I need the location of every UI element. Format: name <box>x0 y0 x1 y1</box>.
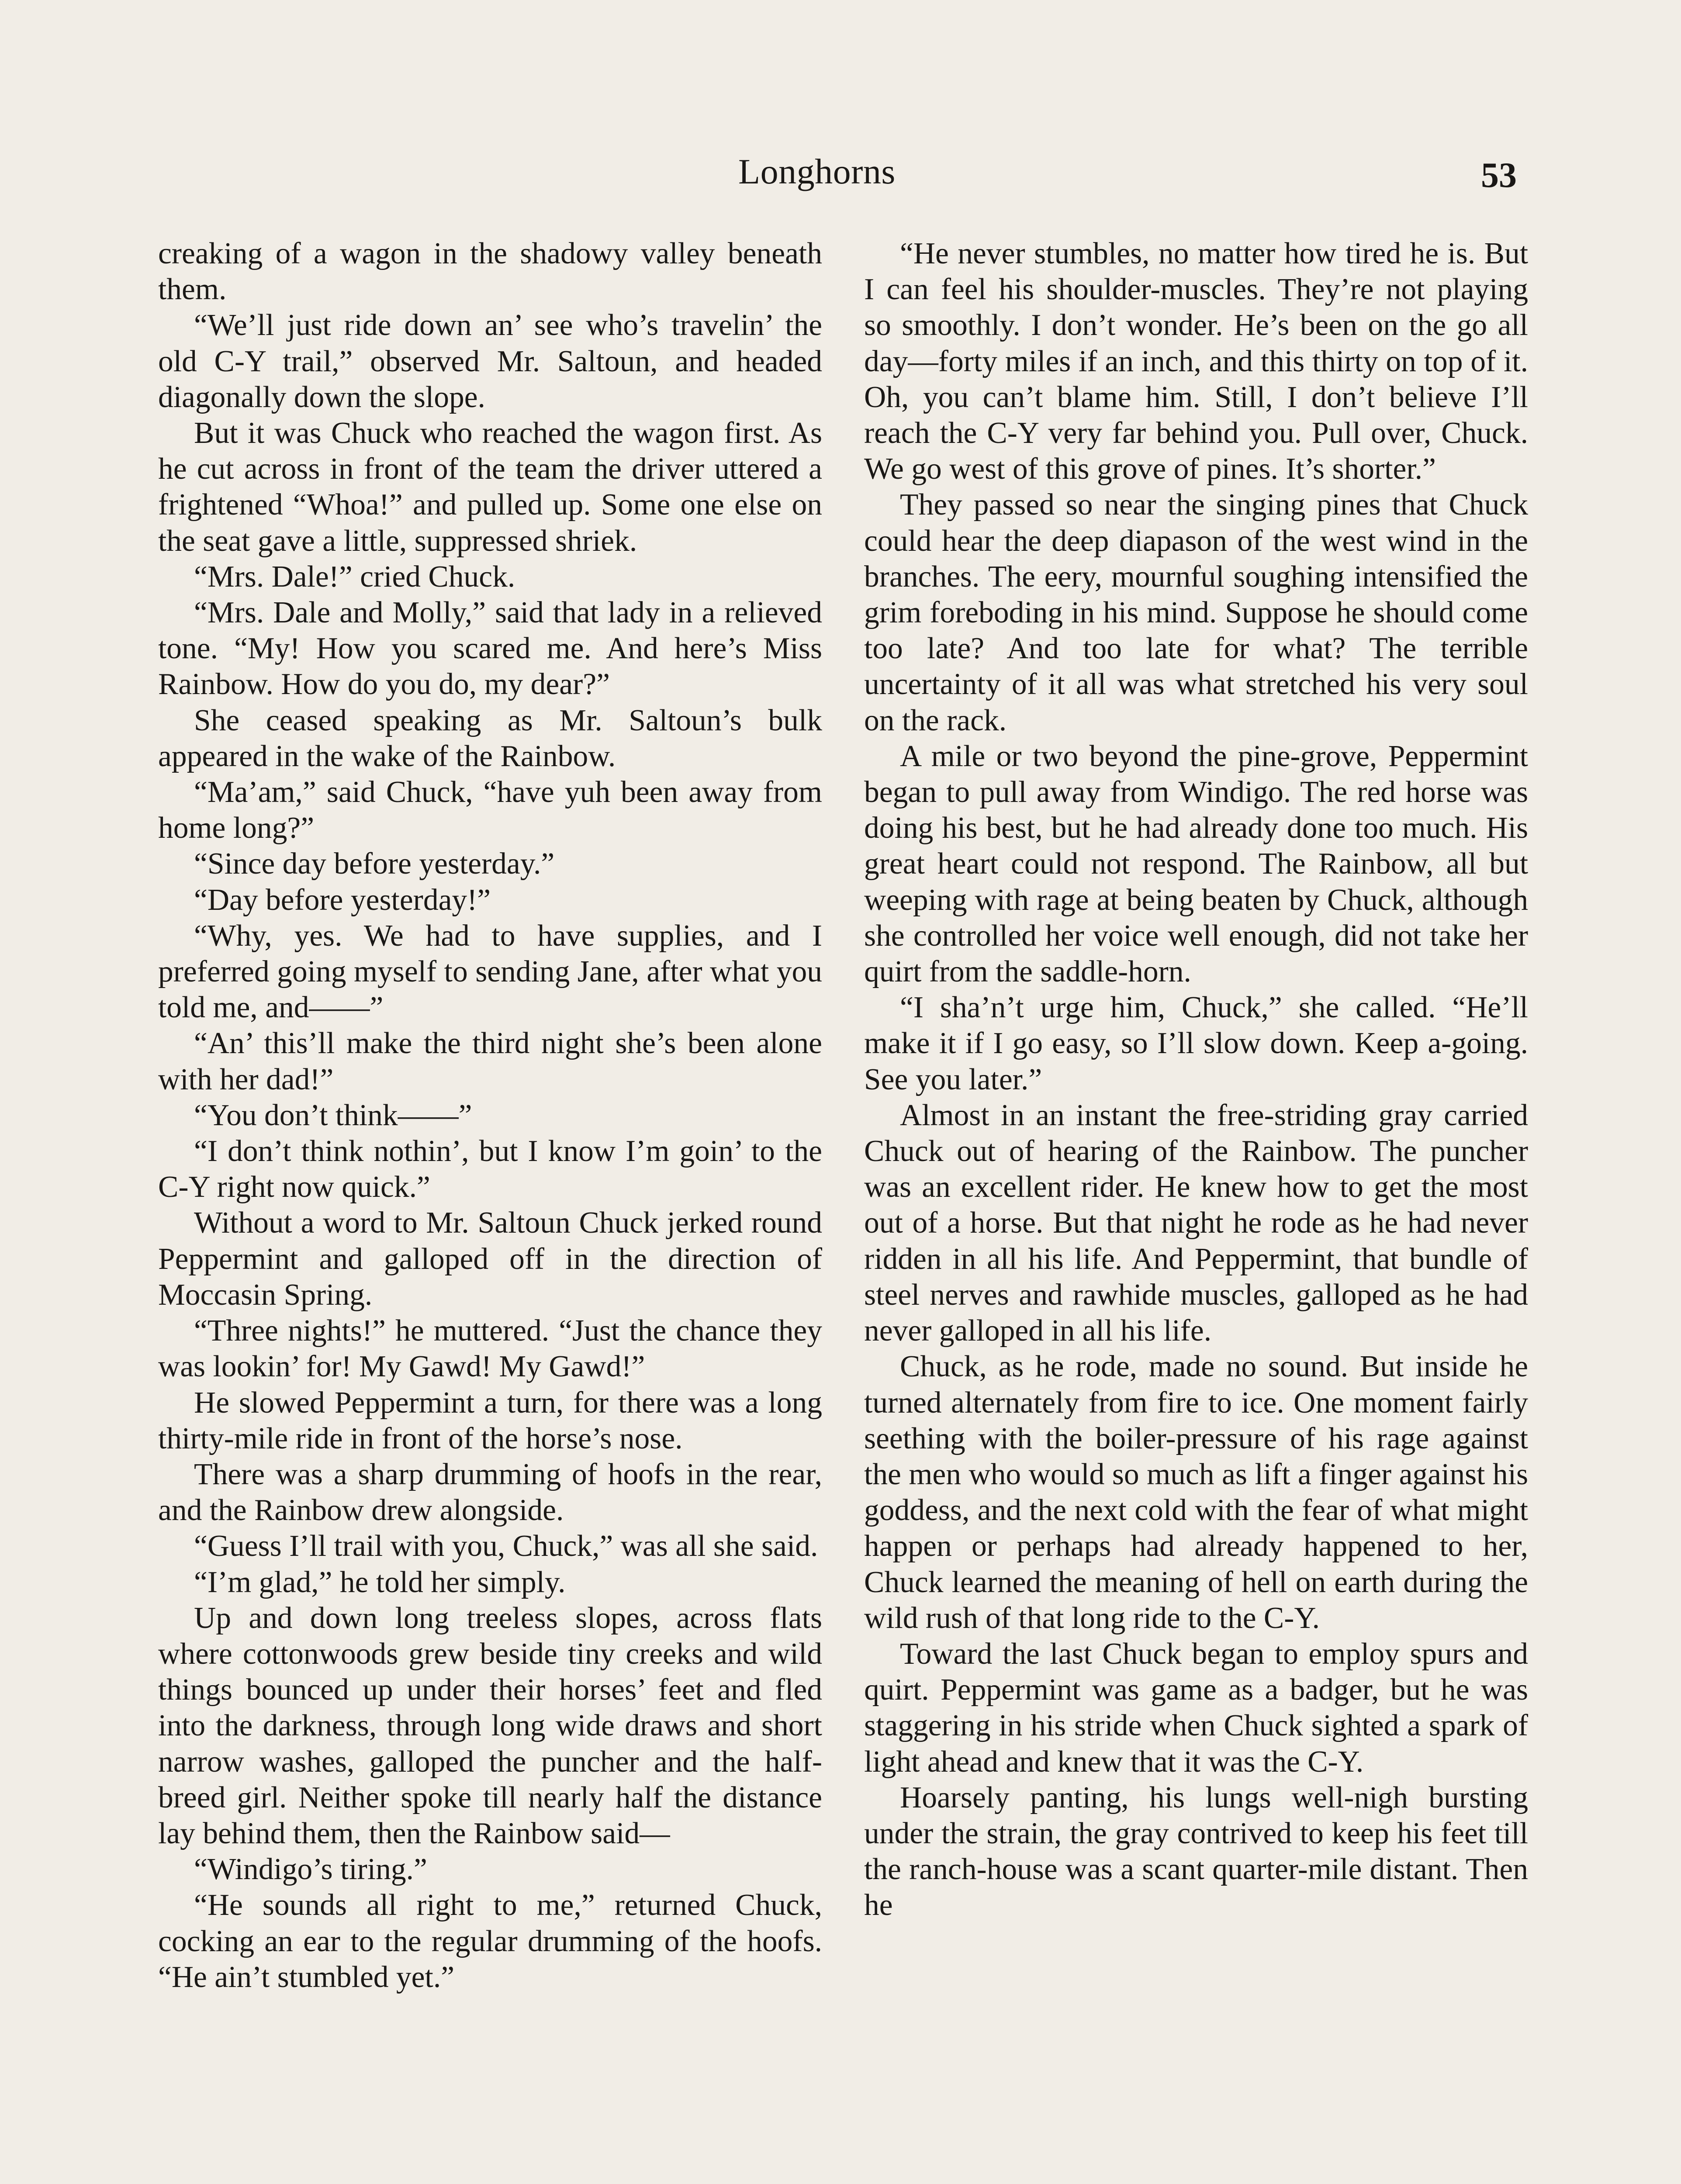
paragraph: Hoarsely panting, his lungs well-nigh bursting under the strain, the gray contrived to keep his feet till the ranch-house was a scant quarter-mile distant. Then he <box>864 1780 1528 1922</box>
paragraph: But it was Chuck who reached the wagon first. As he cut across in front of the team the driver uttered a frightened “Whoa!” and pulled up. Some one else on the seat gave a little, suppressed shriek. <box>158 416 822 558</box>
paragraph: “Day before yesterday!” <box>194 883 491 917</box>
paragraph: “You don’t think——” <box>194 1098 472 1132</box>
paragraph: “An’ this’ll make the third night she’s been alone with her dad!” <box>158 1026 822 1096</box>
paragraph: “Why, yes. We had to have supplies, and I preferred going myself to sending Jane, after what you told me, and——” <box>158 919 822 1025</box>
paragraph: A mile or two beyond the pine-grove, Peppermint began to pull away from Windigo. The red horse was doing his best, but he had already done too much. His great heart could not respond. The Rainbow, all but weeping with rage at being beaten by Chuck, although she controlled her voice well enough, did not take her quirt from the saddle-horn. <box>864 739 1528 989</box>
paragraph: Toward the last Chuck began to employ spurs and quirt. Peppermint was game as a badger, but he was staggering in his stride when Chuck sighted a spark of light ahead and knew that it was the C-Y. <box>864 1637 1528 1779</box>
paragraph: Almost in an instant the free-striding gray carried Chuck out of hearing of the Rainbow. The puncher was an excellent rider. He knew how to get the most out of a horse. But that night he rode as he had never ridden in all his life. And Peppermint, that bundle of steel nerves and rawhide muscles, galloped as he had never galloped in all his life. <box>864 1098 1528 1348</box>
paragraph: “We’ll just ride down an’ see who’s travelin’ the old C-Y trail,” observed Mr. Saltoun, and headed diagonally down the slope. <box>158 308 822 414</box>
paragraph: Chuck, as he rode, made no sound. But inside he turned alternately from fire to ice. One moment fairly seething with the boiler-pressure of his rage against the men who would so much as lift a finger against his goddess, and the next cold with the fear of what might happen or perhaps had already happened to her, Chuck learned the meaning of hell on earth during the wild rush of that long ride to the C-Y. <box>864 1350 1528 1635</box>
paragraph: There was a sharp drumming of hoofs in the rear, and the Rainbow drew alongside. <box>158 1457 822 1527</box>
paragraph: “Guess I’ll trail with you, Chuck,” was all she said. <box>194 1529 818 1563</box>
page-title: Longhorns <box>738 152 896 191</box>
paragraph: “Mrs. Dale and Molly,” said that lady in a relieved tone. “My! How you scared me. And here’s Miss Rainbow. How do you do, my dear?” <box>158 596 822 702</box>
paragraph: “He never stumbles, no matter how tired he is. But I can feel his shoulder-muscles. They’re not playing so smoothly. I don’t wonder. He’s been on the go all day—forty miles if an inch, and this thirty on top of it. Oh, you can’t blame him. Still, I don’t believe I’ll reach the C-Y very far behind you. Pull over, Chuck. We go west of this grove of pines. It’s shorter.” <box>864 237 1528 486</box>
paragraph: “I’m glad,” he told her simply. <box>194 1565 566 1599</box>
paragraph: “Three nights!” he muttered. “Just the chance they was lookin’ for! My Gawd! My Gawd!” <box>158 1314 822 1384</box>
paragraph: “Mrs. Dale!” cried Chuck. <box>194 560 515 594</box>
paragraph: He slowed Peppermint a turn, for there was a long thirty-mile ride in front of the horse’s nose. <box>158 1386 822 1455</box>
right-column <box>864 236 1528 1924</box>
paragraph: “I don’t think nothin’, but I know I’m goin’ to the C-Y right now quick.” <box>158 1134 822 1204</box>
paragraph: “Ma’am,” said Chuck, “have yuh been away from home long?” <box>158 775 822 845</box>
paragraph: “I sha’n’t urge him, Chuck,” she called. “He’ll make it if I go easy, so I’ll slow down. Keep a-going. See you later.” <box>864 991 1528 1096</box>
paragraph: She ceased speaking as Mr. Saltoun’s bulk appeared in the wake of the Rainbow. <box>158 703 822 773</box>
paragraph: “Windigo’s tiring.” <box>194 1852 427 1887</box>
paragraph: “He sounds all right to me,” returned Chuck, cocking an ear to the regular drumming of the hoofs. “He ain’t stumbled yet.” <box>158 1888 822 1994</box>
paragraph: “Since day before yesterday.” <box>194 847 555 881</box>
paragraph: Up and down long treeless slopes, across flats where cottonwoods grew beside tiny creeks and wild things bounced up under their horses’ feet and fled into the darkness, through long wide draws and short narrow washes, galloped the puncher and the half-breed girl. Neither spoke till nearly half the distance lay behind them, then the Rainbow said— <box>158 1601 822 1850</box>
paragraph: They passed so near the singing pines that Chuck could hear the deep diapason of the west wind in the branches. The eery, mournful soughing intensified the grim foreboding in his mind. Suppose he should come too late? And too late for what? The terrible uncertainty of it all was what stretched his very soul on the rack. <box>864 488 1528 737</box>
paragraph: creaking of a wagon in the shadowy valley beneath them. <box>158 237 822 307</box>
left-column <box>158 236 822 1995</box>
page-number: 53 <box>1481 155 1517 195</box>
paragraph: Without a word to Mr. Saltoun Chuck jerked round Peppermint and galloped off in the direction of Moccasin Spring. <box>158 1206 822 1312</box>
